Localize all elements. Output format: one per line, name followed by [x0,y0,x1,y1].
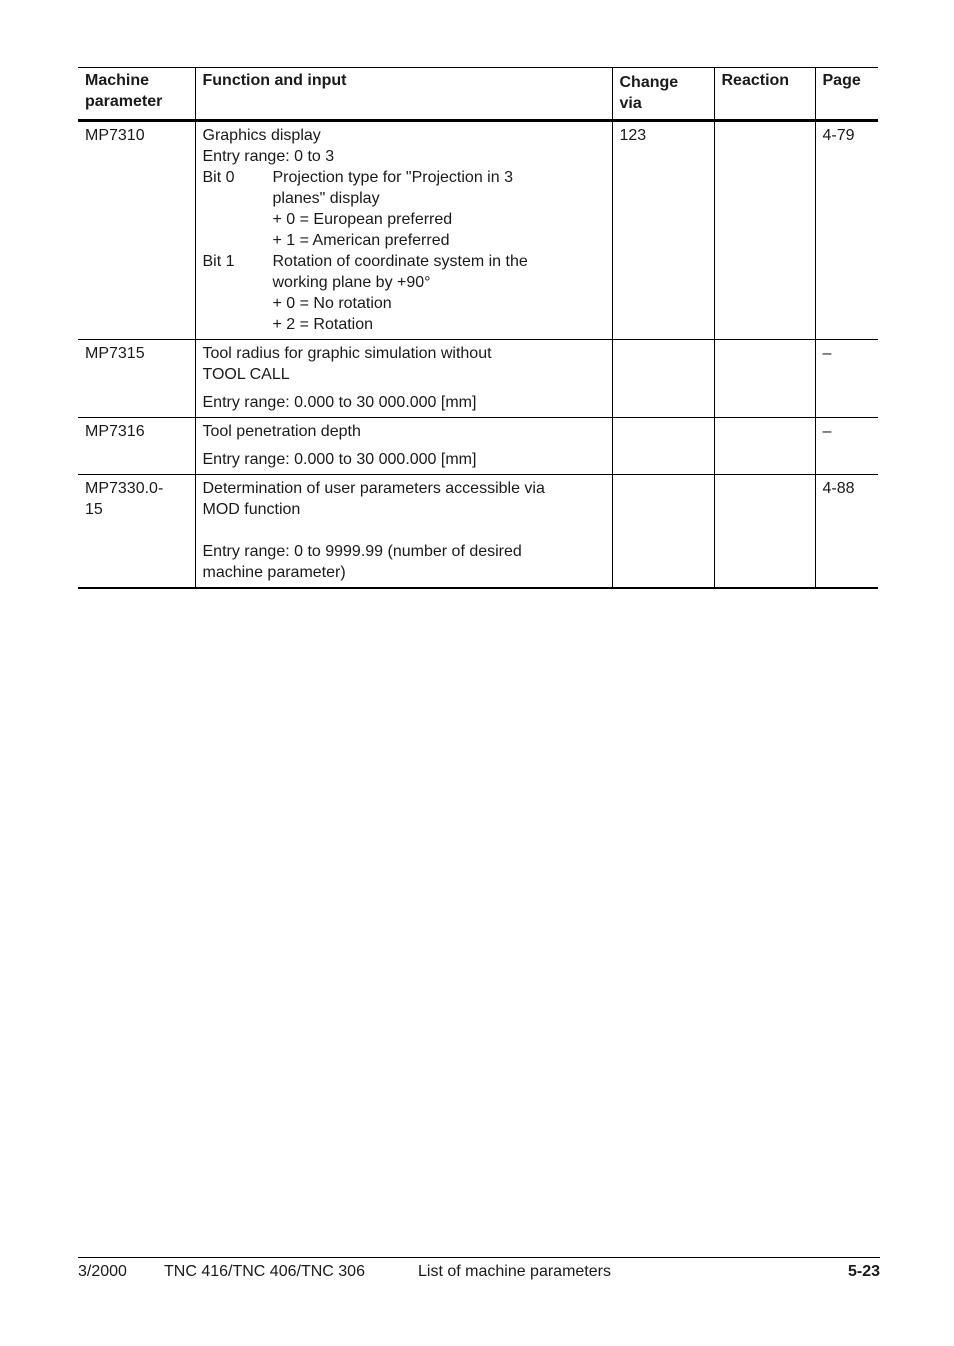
entry-range: Entry range: 0.000 to 30 000.000 [mm] [202,394,477,411]
param-name: MP7315 [85,345,145,362]
function-title: MOD function [202,501,301,518]
bit-option: + 0 = No rotation [272,295,392,312]
table-row [78,475,878,589]
bit-text-line: Rotation of coordinate system in the [272,253,528,270]
header-text: Change [619,74,679,91]
header-text: Page [822,72,861,89]
bit-text-line: planes" display [272,190,380,207]
footer-models: TNC 416/TNC 406/TNC 306 [164,1263,365,1280]
entry-range: Entry range: 0 to 3 [202,148,335,165]
function-title: Determination of user parameters accessible via [202,480,545,497]
machine-parameters-table [78,67,878,589]
param-cell [78,340,195,418]
header-function-and-input [195,68,612,121]
reaction-cell [714,475,815,589]
function-cell [195,121,612,340]
bit-text-line: working plane by +90° [272,274,431,291]
entry-range: Entry range: 0 to 9999.99 (number of desired [202,543,522,560]
header-page [815,68,878,121]
header-change-via [612,68,714,121]
footer-section: List of machine parameters [418,1263,611,1280]
change-via-cell [612,418,714,475]
table-header-row [78,68,878,121]
header-text: Reaction [721,72,790,89]
bit-label: Bit 0 [202,169,235,186]
param-cell [78,121,195,340]
function-cell [195,340,612,418]
bit-label: Bit 1 [202,253,235,270]
page-ref: – [822,345,832,362]
function-cell [195,475,612,589]
reaction-cell [714,121,815,340]
bit-option: + 1 = American preferred [272,232,450,249]
entry-range: machine parameter) [202,564,346,581]
page-cell [815,418,878,475]
page-cell [815,475,878,589]
param-cell [78,418,195,475]
param-name: 15 [85,501,103,518]
header-reaction [714,68,815,121]
page-ref: – [822,423,832,440]
function-title: Graphics display [202,127,321,144]
function-title: Tool radius for graphic simulation without [202,345,492,362]
function-cell [195,418,612,475]
function-title: TOOL CALL [202,366,290,383]
param-name: MP7310 [85,127,145,144]
change-via-value: 123 [619,127,647,144]
bit-text [273,251,605,293]
param-name: MP7330.0- [85,480,164,497]
table-row [78,121,878,340]
table-row [78,340,878,418]
footer-divider [78,1257,880,1258]
bit-text-line: Projection type for "Projection in 3 [272,169,513,186]
bit-option: + 0 = European preferred [272,211,453,228]
bit-option: + 2 = Rotation [272,316,374,333]
header-text: via [619,95,642,112]
reaction-cell [714,418,815,475]
param-cell [78,475,195,589]
page-ref: 4-79 [822,127,855,144]
function-title: Tool penetration depth [202,423,361,440]
header-text: Machine [85,72,150,89]
footer-date: 3/2000 [78,1263,127,1280]
header-machine-parameter [78,68,195,121]
page-ref: 4-88 [822,480,855,497]
footer-page-number: 5-23 [847,1263,880,1280]
entry-range: Entry range: 0.000 to 30 000.000 [mm] [202,451,477,468]
header-text: parameter [85,93,163,110]
bit-description [203,167,605,209]
bit-description [203,251,605,293]
header-text: Function and input [202,72,347,89]
change-via-cell [612,121,714,340]
change-via-cell [612,340,714,418]
param-name: MP7316 [85,423,145,440]
page-cell [815,340,878,418]
table-row [78,418,878,475]
page-cell [815,121,878,340]
bit-text [273,167,605,209]
change-via-cell [612,475,714,589]
reaction-cell [714,340,815,418]
